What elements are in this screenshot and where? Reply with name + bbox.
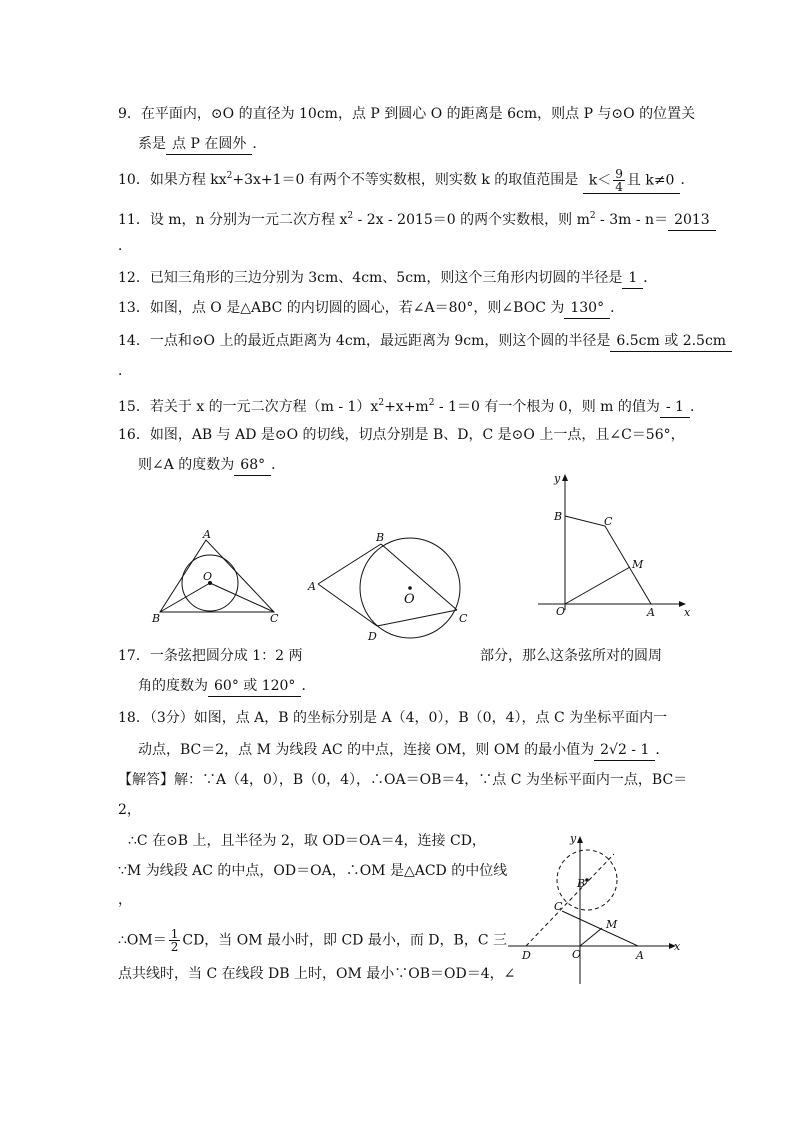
segment-om (580, 928, 602, 946)
line-db-dashed (526, 854, 614, 946)
q17-line2: 角的度数为 60° 或 120° ． (138, 676, 315, 697)
label-c: C (270, 612, 279, 625)
label-b: B (577, 877, 586, 890)
q18-line1: 18．（3分）如图，点 A，B 的坐标分别是 A（4，0），B（0，4），点 C 为坐标平面内一 (118, 710, 668, 726)
q9-line1: 9．在平面内，⊙O 的直径为 10cm，点 P 到圆心 O 的距离是 6cm，则点 P 与⊙O 的位置关 (118, 106, 696, 122)
label-a: A (203, 528, 211, 541)
label-o: O (203, 570, 213, 583)
q14-end: ． (118, 363, 132, 379)
label-o: O (556, 605, 566, 618)
tangent-ad (318, 584, 377, 626)
q15-answer: - 1 (660, 397, 690, 418)
label-d: D (368, 630, 377, 643)
point-o (408, 586, 412, 590)
q17-answer: 60° 或 120° (208, 676, 301, 697)
tangent-ab (318, 544, 381, 584)
solution-line7: 点共线时，当 C 在线段 DB 上时，OM 最小∵OB＝OD＝4，∠ (118, 966, 516, 982)
segment-ca (562, 911, 638, 946)
q11-end: ． (118, 238, 132, 254)
q10-line: 10．如果方程 $kx^2+3x+1=0$ 有两个不等实数根，则实数 k 的取值范围是 k＜ $\frac{9}{4}$ 且 k≠0 ． (118, 166, 695, 194)
label-x: x (684, 606, 691, 619)
label-c: C (604, 515, 613, 528)
q10-answer: k＜ $\frac{9}{4}$ 且 k≠0 (583, 168, 681, 194)
q13-answer: 130° (564, 298, 610, 319)
label-y: y (570, 832, 577, 845)
solution-line5: ， (118, 892, 132, 908)
q16-line1: 16．如图，AB 与 AD 是⊙O 的切线，切点分别是 B、D，C 是⊙O 上一点，且∠C＝56°， (118, 427, 685, 443)
q16-line2: 则∠A 的度数为 68° ． (138, 455, 285, 476)
label-d: D (522, 949, 531, 962)
solution-line4: ∵M 为线段 AC 的中点，OD＝OA，∴OM 是△ACD 的中位线 (118, 863, 508, 879)
tangent-circle-figure (304, 528, 474, 646)
segment-bo (160, 583, 210, 612)
q13-line: 13．如图，点 O 是△ABC 的内切圆的圆心，若∠A＝80°，则∠BOC 为 130° ． (118, 298, 624, 319)
label-a: A (308, 580, 316, 593)
label-b: B (554, 510, 563, 523)
coordinate-figure-2 (504, 832, 684, 988)
label-a: A (636, 949, 644, 962)
q9-answer: 点 P 在圆外 (166, 134, 252, 155)
label-b: B (152, 612, 161, 625)
q18-answer: 2√2 - 1 (594, 740, 655, 761)
label-o: O (572, 948, 582, 961)
label-y: y (554, 472, 561, 485)
q17-line1-right: 部分，那么这条弦所对的圆周 (480, 648, 662, 664)
q12-line: 12．已知三角形的三边分别为 3cm、4cm、5cm，则这个三角形内切圆的半径是 1 ． (118, 268, 657, 289)
y-axis-arrow (577, 836, 583, 843)
y-axis-arrow (562, 474, 568, 481)
q15-line: 15．若关于 x 的一元二次方程$(m - 1)x^2+x+m^2 - 1=0$ 有一个根为 0，则 m 的值为 - 1 ． (118, 393, 704, 418)
solution-line6: ∴OM＝ $\frac{1}{2}$ CD，当 OM 最小时，即 CD 最小，而 D，B，C 三 (118, 927, 507, 954)
q11-answer: 2013 (668, 210, 716, 231)
q18-line2: 动点，BC＝2，点 M 为线段 AC 的中点，连接 OM，则 OM 的最小值为 2√2 - 1 ． (138, 740, 669, 761)
coordinate-figure-1 (532, 470, 692, 620)
q17-line1-left: 17．一条弦把圆分成 1：2 两 (118, 648, 303, 664)
label-o: O (404, 592, 415, 607)
q16-answer: 68° (234, 455, 271, 476)
q11-line: 11．设 m，n 分别为一元二次方程 $x^2 - 2x - 2015=0$ 的两个实数根，则 $m^2 - 3m - n= 2013$ (118, 206, 716, 231)
point-b (585, 878, 589, 882)
segment-om (565, 567, 630, 604)
triangle-abc (160, 540, 274, 612)
triangle-incircle-figure (148, 528, 288, 626)
q14-answer: 6.5cm 或 2.5cm (610, 331, 732, 352)
label-m: M (606, 918, 618, 931)
solution-line2: 2， (118, 802, 141, 818)
solution-line3: ∴C 在⊙B 上，且半径为 2，取 OD＝OA＝4，连接 CD， (128, 833, 486, 849)
label-m: M (632, 558, 644, 571)
segment-co (210, 583, 274, 612)
label-c: C (554, 900, 563, 913)
q12-answer: 1 (622, 268, 643, 289)
solution-line1: 【解答】解：∵A（4，0），B（0，4），∴OA＝OB＝4，∵点 C 为坐标平面内一点，BC＝ (118, 772, 688, 788)
label-b: B (376, 531, 385, 544)
label-a: A (647, 606, 655, 619)
q9-line2: 系是 点 P 在圆外 ． (138, 134, 266, 155)
solution-fraction: $\frac{1}{2}$ (170, 927, 179, 954)
label-c: C (459, 612, 468, 625)
q10-fraction: $\frac{9}{4}$ (615, 166, 623, 194)
label-x: x (674, 940, 681, 953)
q14-line: 14．一点和⊙O 上的最近点距离为 4cm，最远距离为 9cm，则这个圆的半径是 6.5cm 或 2.5cm (118, 331, 732, 352)
chord-bc (381, 544, 457, 610)
